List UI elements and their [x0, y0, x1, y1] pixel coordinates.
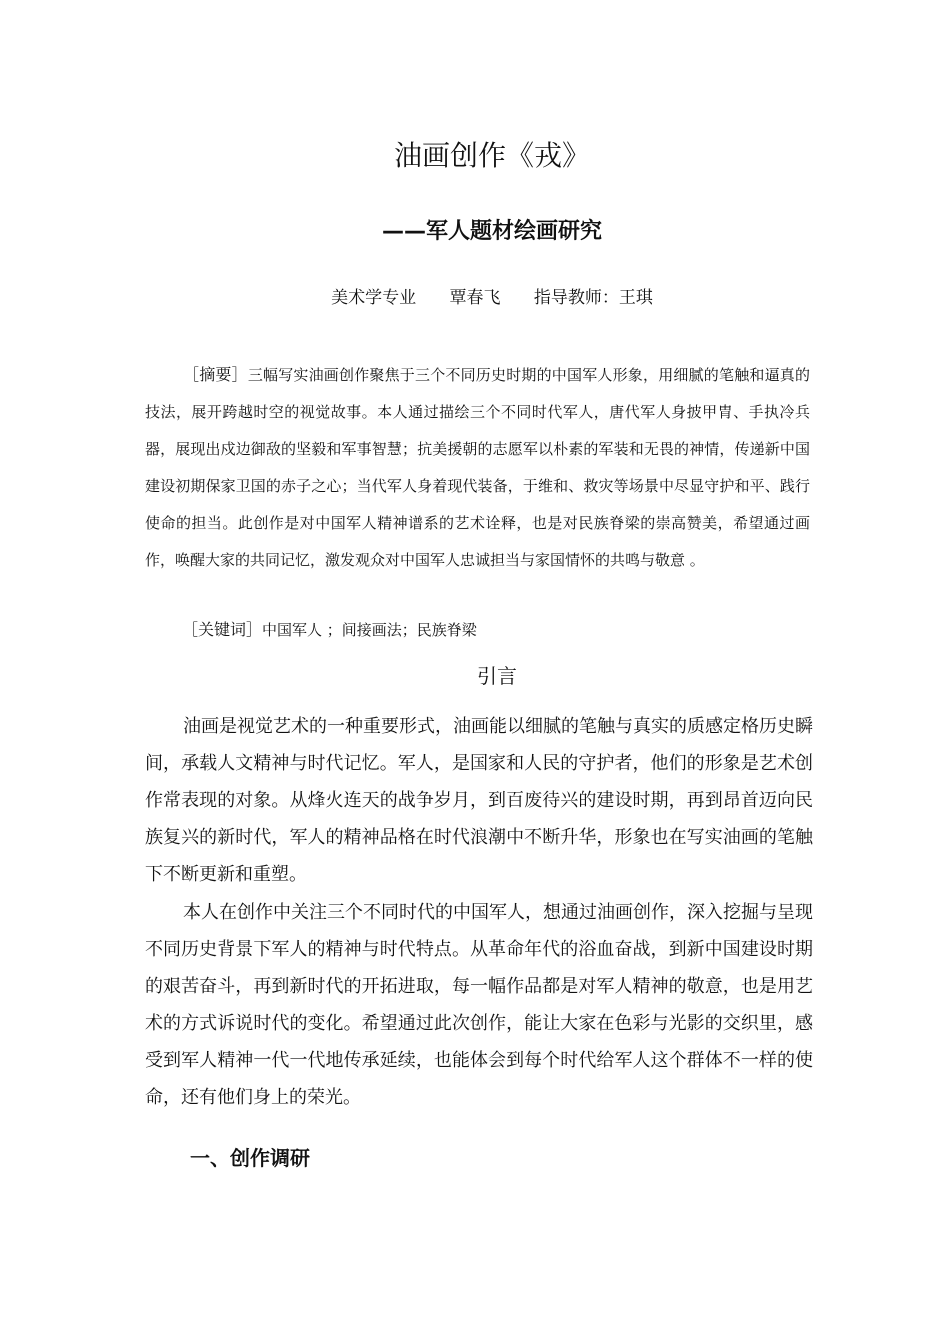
introduction-paragraph-1: 油画是视觉艺术的一种重要形式，油画能以细腻的笔触与真实的质感定格历史瞬间，承载人文精神与时代记忆。军人，是国家和人民的守护者，他们的形象是艺术创作常表现的对象。从烽火连天的战争岁月，到百废待兴的建设时期，再到昂首迈向民族复兴的新时代，军人的精神品格在时代浪潮中不断升华，形象也在写实油画的笔触下不断更新和重塑。 [145, 716, 813, 885]
keywords-text: 中国军人 ；间接画法；民族脊梁 [262, 621, 477, 639]
paper-subtitle: ——军人题材绘画研究 [381, 219, 602, 244]
introduction-paragraph-2: 本人在创作中关注三个不同时代的中国军人，想通过油画创作，深入挖掘与呈现不同历史背景下军人的精神与时代特点。从革命年代的浴血奋战，到新中国建设时期的艰苦奋斗，再到新时代的开拓进取，每一幅作品都是对军人精神的敬意，也是用艺术的方式诉说时代的变化。希望通过此次创作，能让大家在色彩与光影的交织里，感受到军人精神一代一代地传承延续，也能体会到每个时代给军人这个群体不一样的使命，还有他们身上的荣光。 [145, 902, 813, 1108]
author-name: 覃春飞 [449, 288, 501, 308]
paper-title: 油画创作《戎》 [393, 139, 590, 172]
abstract-label: ［摘要］ [183, 365, 248, 384]
introduction-heading: 引言 [477, 664, 517, 688]
author-line [0, 284, 950, 312]
section-heading-research: 一、创作调研 [190, 1146, 310, 1170]
author-advisor: 指导教师：王琪 [533, 288, 653, 308]
author-major: 美术学专业 [331, 288, 417, 308]
abstract-paragraph [145, 356, 810, 579]
keywords-line [182, 615, 810, 645]
abstract-text: 三幅写实油画创作聚焦于三个不同历史时期的中国军人形象，用细腻的笔触和逼真的技法，展开跨越时空的视觉故事。本人通过描绘三个不同时代军人，唐代军人身披甲胄、手执冷兵器，展现出戍边御敌的坚毅和军事智慧；抗美援朝的志愿军以朴素的军装和无畏的神情，传递新中国建设初期保家卫国的赤子之心；当代军人身着现代装备，于维和、救灾等场景中尽显守护和平、践行使命的担当。此创作是对中国军人精神谱系的艺术诠释，也是对民族脊梁的崇高赞美，希望通过画作，唤醒大家的共同记忆，激发观众对中国军人忠诚担当与家国情怀的共鸣与敬意 。 [145, 366, 810, 569]
keywords-label: ［关键词］ [182, 620, 263, 639]
